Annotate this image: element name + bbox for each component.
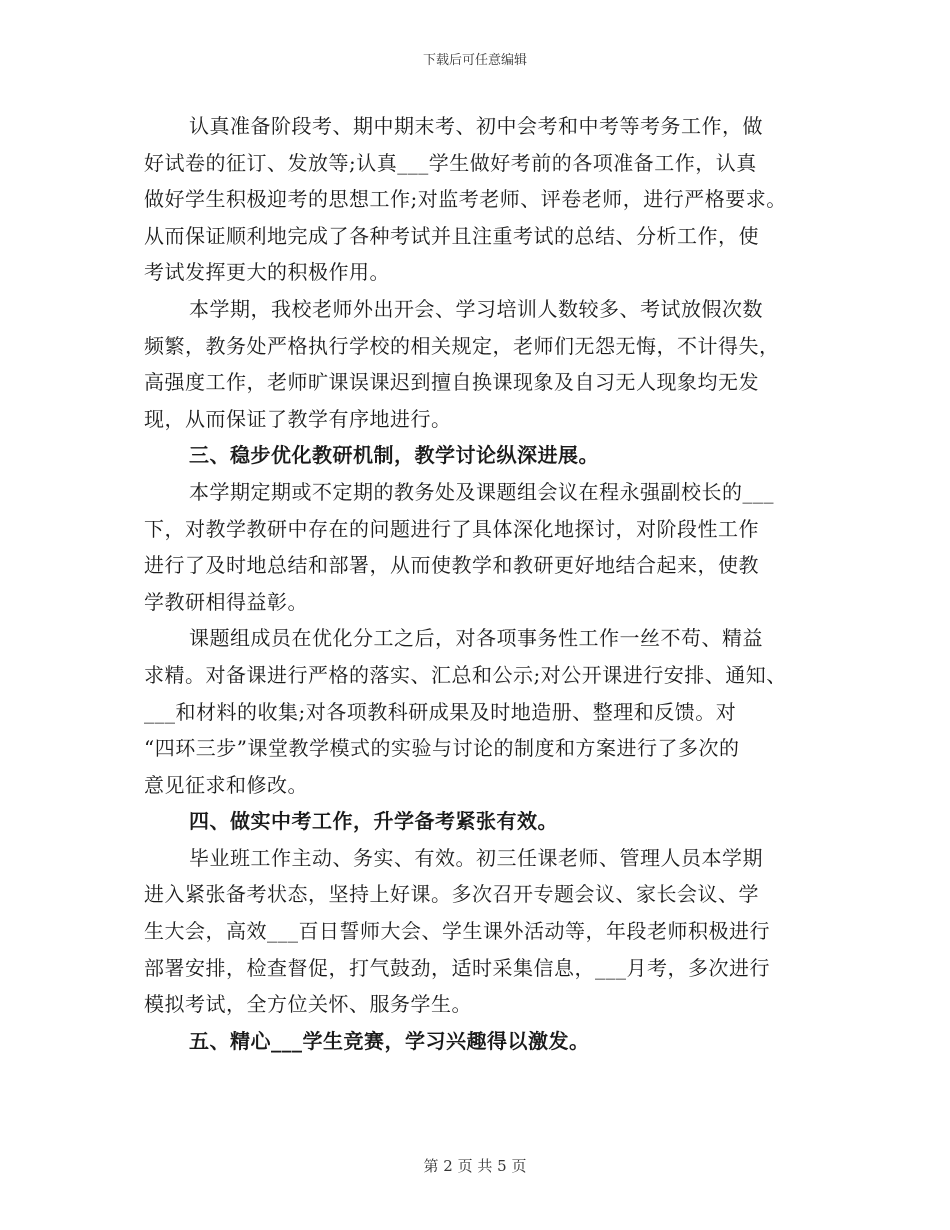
text-line: 本学期定期或不定期的教务处及课题组会议在程永强副校长的___ <box>189 479 774 504</box>
text-line: 毕业班工作主动、务实、有效。初三任课老师、管理人员本学期 <box>189 845 763 870</box>
text-line: 求精。对备课进行严格的落实、汇总和公示;对公开课进行安排、通知、 <box>144 662 787 687</box>
section-heading: 三、稳步优化教研机制，教学讨论纵深进展。 <box>189 443 599 468</box>
text-line: 意见征求和修改。 <box>144 772 308 797</box>
text-line: 本学期，我校老师外出开会、学习培训人数较多、考试放假次数 <box>189 296 763 321</box>
section-heading: 四、做实中考工作，升学备考紧张有效。 <box>189 809 558 834</box>
text-line: 高强度工作，老师旷课误课迟到擅自换课现象及自习无人现象均无发 <box>144 370 759 395</box>
text-line: 课题组成员在优化分工之后，对各项事务性工作一丝不苟、精益 <box>189 626 763 651</box>
text-line: “四环三步”课堂教学模式的实验与讨论的制度和方案进行了多次的 <box>144 736 740 761</box>
section-heading: 五、精心___学生竞赛，学习兴趣得以激发。 <box>189 1028 590 1053</box>
text-line: 进行了及时地总结和部署，从而使教学和教研更好地结合起来，使教 <box>144 553 759 578</box>
text-line: 部署安排，检查督促，打气鼓劲，适时采集信息，___月考，多次进行 <box>144 955 770 980</box>
document-body <box>144 108 826 1059</box>
text-line: 频繁，教务处严格执行学校的相关规定，老师们无怨无悔，不计得失， <box>144 333 780 358</box>
text-line: ___和材料的收集;对各项教科研成果及时地造册、整理和反馈。对 <box>144 699 737 724</box>
text-line: 学教研相得益彰。 <box>144 589 308 614</box>
text-line: 进入紧张备考状态，坚持上好课。多次召开专题会议、家长会议、学 <box>144 882 759 907</box>
text-line: 认真准备阶段考、期中期末考、初中会考和中考等考务工作，做 <box>189 114 763 138</box>
page-header: 下载后可任意编辑 <box>422 53 527 68</box>
page-footer: 第 2 页 共 5 页 <box>423 1157 527 1175</box>
text-line: 下，对教学教研中存在的问题进行了具体深化地探讨，对阶段性工作 <box>144 516 759 541</box>
text-line: 好试卷的征订、发放等;认真___学生做好考前的各项准备工作，认真 <box>144 150 757 175</box>
text-line: 考试发挥更大的积极作用。 <box>144 260 390 285</box>
text-line: 模拟考试，全方位关怀、服务学生。 <box>144 992 472 1017</box>
text-line: 生大会，高效___百日誓师大会、学生课外活动等，年段老师积极进行 <box>144 919 770 944</box>
text-line: 做好学生积极迎考的思想工作;对监考老师、评卷老师，进行严格要求。 <box>144 187 787 212</box>
text-line: 现，从而保证了教学有序地进行。 <box>144 406 452 431</box>
text-line: 从而保证顺利地完成了各种考试并且注重考试的总结、分析工作，使 <box>144 223 759 248</box>
